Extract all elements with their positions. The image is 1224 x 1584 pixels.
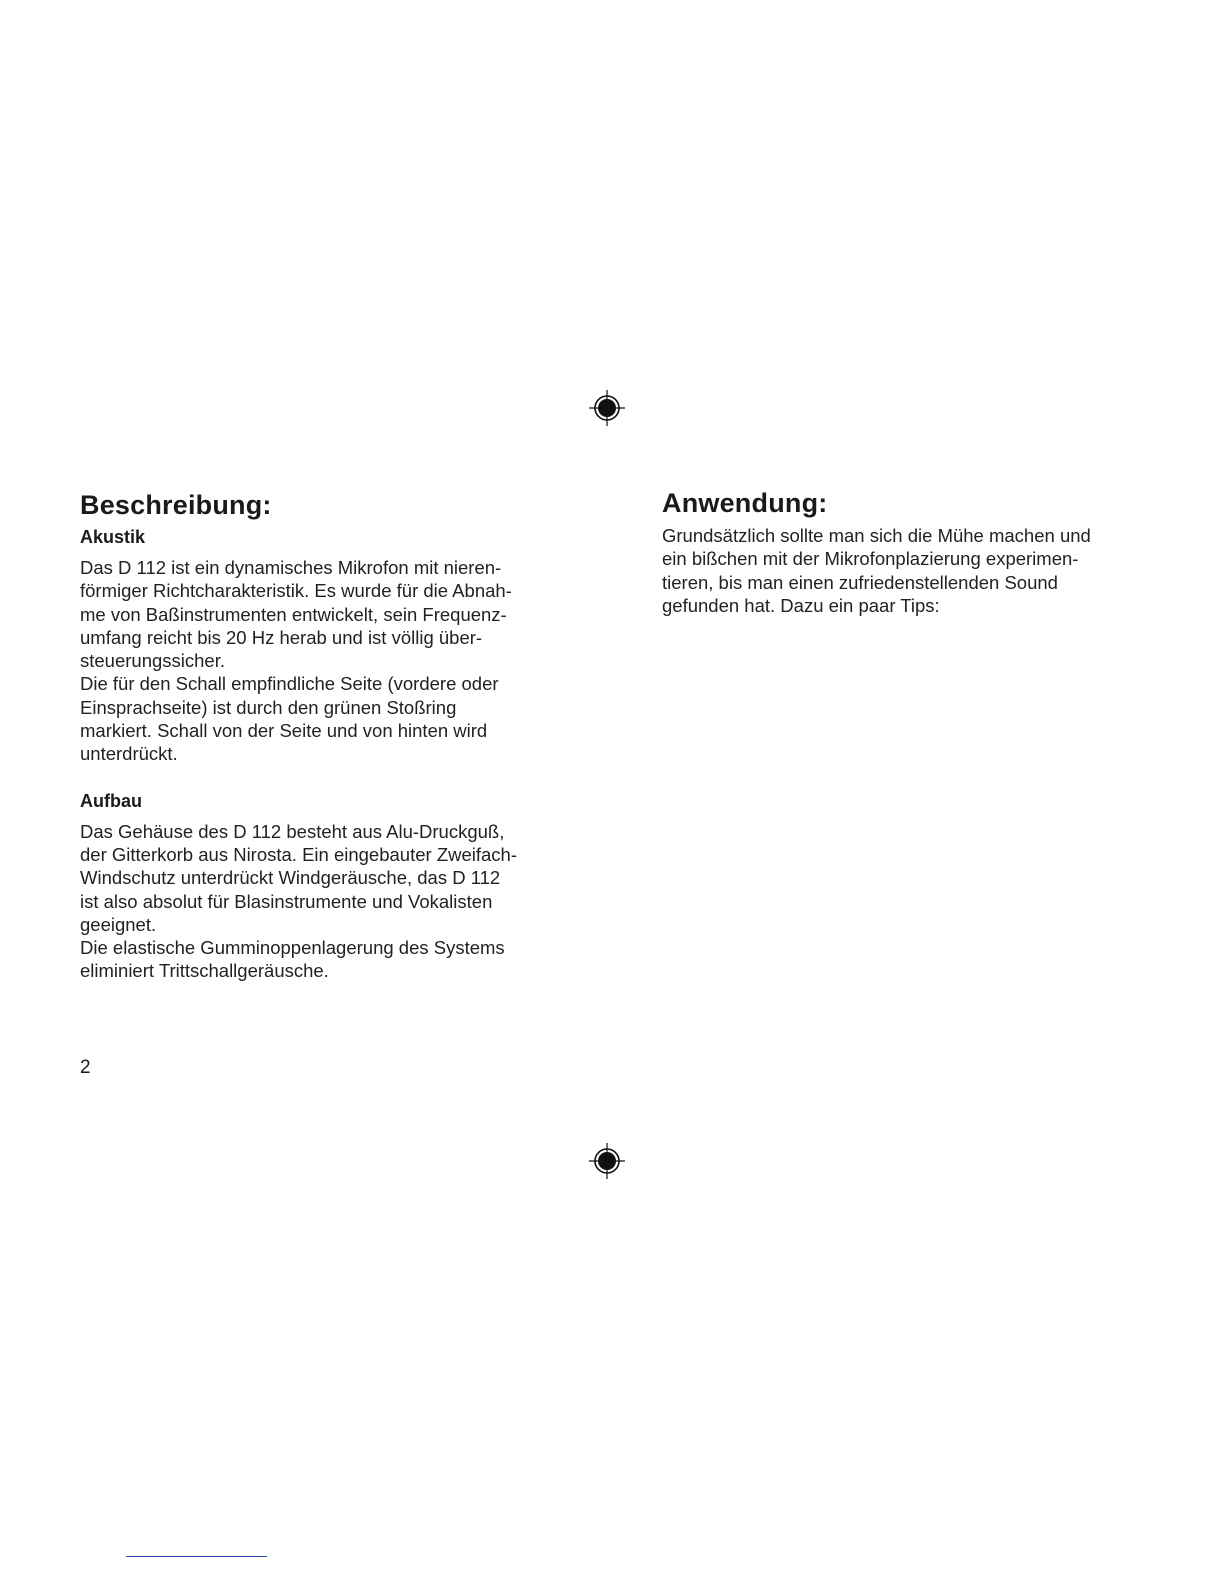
description-heading: Beschreibung:: [80, 490, 272, 520]
text-line: förmiger Richtcharakteristik. Es wurde für die Abnah-: [80, 580, 512, 602]
text-line: Windschutz unterdrückt Windgeräusche, das D 112: [80, 867, 501, 889]
text-line: der Gitterkorb aus Nirosta. Ein eingebauter Zweifach-: [80, 843, 518, 865]
text-line: steuerungssicher.: [80, 650, 226, 672]
construction-paragraph: [80, 820, 590, 983]
acoustics-paragraph: [80, 556, 590, 766]
text-line: ist also absolut für Blasinstrumente und Vokalisten: [80, 890, 493, 912]
text-line: Das D 112 ist ein dynamisches Mikrofon mit nieren-: [80, 557, 502, 578]
text-line: markiert. Schall von der Seite und von hinten wird: [80, 720, 488, 742]
bottom-rule: [126, 1556, 267, 1557]
text-line: Das Gehäuse des D 112 besteht aus Alu-Druckguß,: [80, 820, 505, 842]
text-line: tieren, bis man einen zufriedenstellenden Sound: [662, 571, 1058, 593]
text-line: ein bißchen mit der Mikrofonplazierung experimen-: [662, 548, 1079, 570]
page-number: 2: [80, 1057, 91, 1078]
acoustics-subheading: Akustik: [80, 527, 146, 547]
registration-mark-icon: [589, 1143, 625, 1179]
text-line: eliminiert Trittschallgeräusche.: [80, 960, 329, 982]
text-line: geeignet.: [80, 913, 157, 935]
text-line: Grundsätzlich sollte man sich die Mühe machen und: [662, 525, 1091, 546]
text-line: unterdrückt.: [80, 743, 178, 765]
text-line: Die elastische Gumminoppenlagerung des Systems: [80, 937, 505, 959]
application-paragraph: [662, 524, 1172, 617]
registration-mark-icon: [589, 390, 625, 426]
text-line: me von Baßinstrumenten entwickelt, sein Frequenz-: [80, 603, 507, 625]
application-heading: Anwendung:: [662, 488, 828, 518]
text-line: gefunden hat. Dazu ein paar Tips:: [662, 594, 940, 616]
text-line: Einsprachseite) ist durch den grünen Stoßring: [80, 696, 457, 718]
text-line: Die für den Schall empfindliche Seite (vordere oder: [80, 673, 499, 695]
application-column: [662, 486, 1172, 617]
description-column: [80, 488, 590, 983]
text-line: umfang reicht bis 20 Hz herab und ist völlig über-: [80, 626, 483, 648]
construction-subheading: Aufbau: [80, 790, 142, 811]
